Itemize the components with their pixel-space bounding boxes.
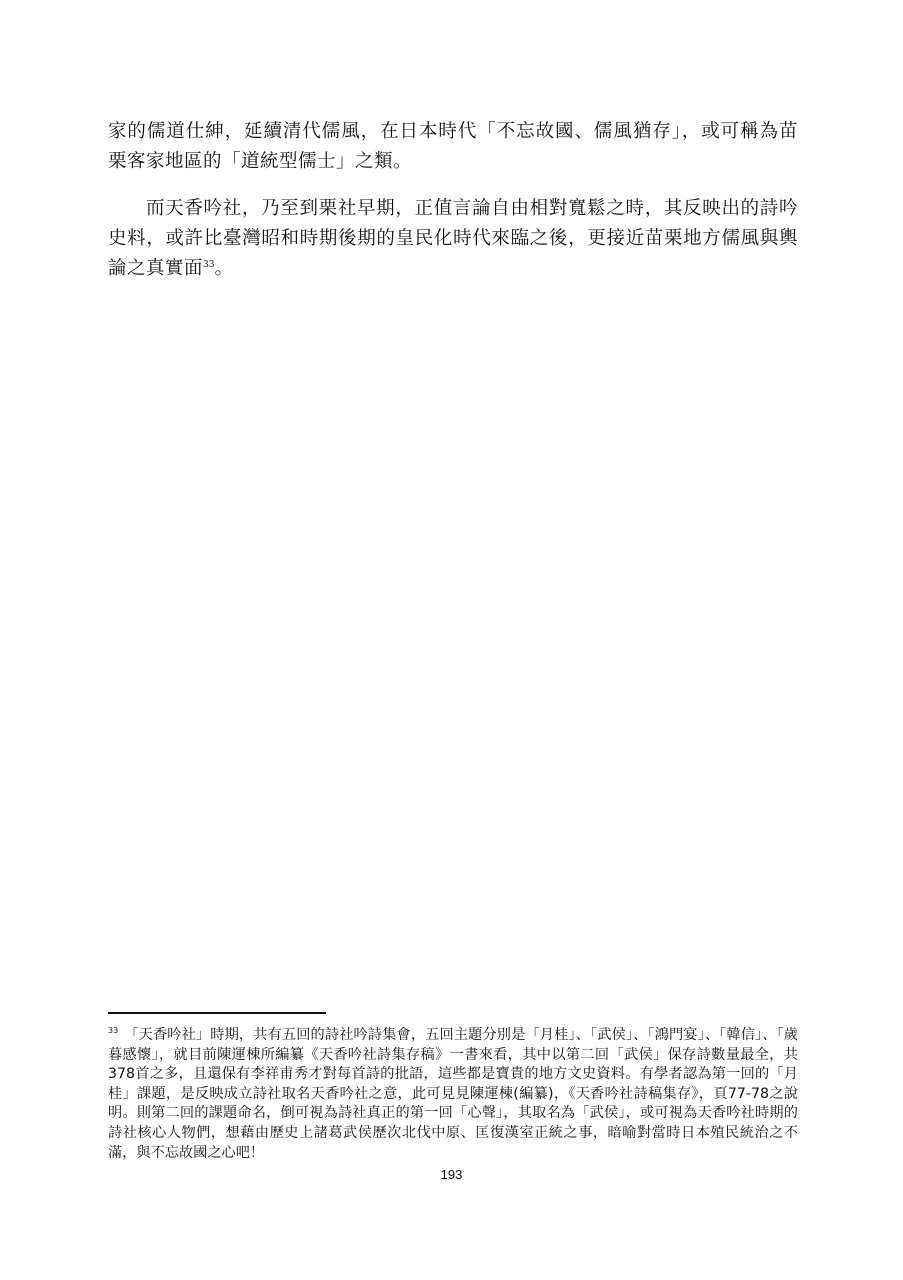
footnote bbox=[108, 1026, 798, 1163]
paragraph: 家的儒道仕紳，延續清代儒風，在日本時代「不忘故國、儒風猶存」，或可稱為苗栗客家地區的「道統型儒士」之類。 bbox=[108, 121, 798, 172]
footnote-separator bbox=[108, 1012, 326, 1014]
footnote-reference[interactable]: 33 bbox=[203, 259, 215, 270]
paragraph bbox=[108, 194, 798, 284]
footnote-marker: 33 bbox=[108, 1026, 119, 1036]
page-number: 193 bbox=[440, 1167, 463, 1182]
paragraph-text: 而天香吟社，乃至到栗社早期，正值言論自由相對寬鬆之時，其反映出的詩吟史料，或許比臺灣昭和時期後期的皇民化時代來臨之後，更接近苗栗地方儒風與輿論之真實面 bbox=[108, 198, 798, 279]
main-text bbox=[108, 117, 798, 284]
footnote-text: 「天香吟社」時期，共有五回的詩社吟詩集會，五回主題分別是「月桂」、「武侯」、「鴻門宴」、「韓信」、「歲暮感懷」，就目前陳運棟所編纂《天香吟社詩集存稿》一書來看，其中以第二回「武侯」保存詩數量最全，共378首之多，且還保有李祥甫秀才對每首詩的批語，這些都是寶貴的地方文史資料。有學者認為第一回的「月桂」課題，是反映成立詩社取名天香吟社之意，此可見見陳運棟(編纂)，《天香吟社詩稿集存》，頁77-78之說明。則第二回的課題命名，倒可視為詩社真正的第一回「心聲」，其取名為「武侯」，或可視為天香吟社時期的詩社核心人物們，想藉由歷史上諸葛武侯歷次北伐中原、匡復漢室正統之事，暗喻對當時日本殖民統治之不滿，與不忘故國之心吧！ bbox=[108, 1027, 798, 1161]
paragraph-end-punctuation: 。 bbox=[214, 258, 234, 279]
